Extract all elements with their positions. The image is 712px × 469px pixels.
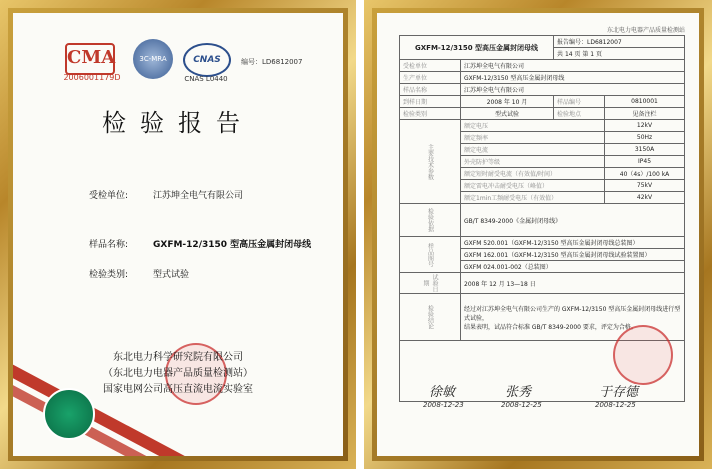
issuer-line: 东北电力科学研究院有限公司 [113,352,243,363]
field-value: GXFM-12/3150 型高压金属封闭母线 [153,240,312,250]
field-label: 检验类别: [89,270,129,280]
param-label: 额定电流 [461,144,605,156]
test-date-label: 试验日期 [400,273,461,294]
row-value: 2008 年 10 月 [461,96,554,108]
param-label: 外壳防护等级 [461,156,605,168]
issuer-line: （东北电力电器产品质量检测站） [103,368,253,379]
params-section-label: 主要技术参数 [400,120,461,204]
param-value: 50Hz [605,132,685,144]
row-label: 到样日期 [400,96,461,108]
report-number: 报告编号：LD6812007 [554,36,685,48]
certificate-number: 编号：LD6812007 [241,58,303,66]
sample-name-field [89,237,311,250]
cma-number: 2006001179D [63,73,121,82]
conclusion-line: 结果表明，试品符合标准 GB/T 8349-2000 要求，评定为合格。 [464,323,637,331]
field-value: 型式试验 [153,270,190,280]
signature-date: 2008-12-25 [501,401,542,409]
state-grid-logo-icon [43,388,95,440]
signature-approve: 徐敏 [429,385,456,400]
drawing-item: GXFM 520.001（GXFM-12/3150 型高压金属封闭母线总装图） [461,237,685,249]
inspection-type-field [89,267,189,280]
field-label: 样品名称: [89,240,129,250]
param-label: 额定短时耐受电流（有效值/时间） [461,168,605,180]
row-label: 生产单位 [400,72,461,84]
conclusion-label: 检验结论 [400,294,461,341]
param-label: 额定1min工频耐受电压（有效值） [461,192,605,204]
row-label: 检验地点 [554,108,605,120]
param-value: 42kV [605,192,685,204]
signature-date: 2008-12-25 [595,401,636,409]
param-label: 额定雷电冲击耐受电压（峰值） [461,180,605,192]
row-value: 型式试验 [461,108,554,120]
red-seal-stamp [613,325,673,385]
standard-label: 检验依据 [400,204,461,237]
signature-inspector: 于存德 [599,385,639,400]
issuer-line: 国家电网公司高压直流电流实验室 [103,384,253,395]
right-report-frame [364,0,712,469]
row-value: GXFM-12/3150 型高压金属封闭母线 [461,72,685,84]
param-value: 75kV [605,180,685,192]
signature-date: 2008-12-23 [423,401,464,409]
cnas-logo: CNAS [183,43,231,77]
product-title: GXFM-12/3150 型高压金属封闭母线 [400,36,554,60]
row-label: 受检单位 [400,60,461,72]
row-label: 样品编号 [554,96,605,108]
drawing-item: GXFM 162.001（GXFM-12/3150 型高压金属封闭母线试验装置图） [461,249,685,261]
param-value: 3150A [605,144,685,156]
conclusion-line: 经过对江苏坤全电气有限公司生产的 GXFM-12/3150 型高压金属封闭母线进行型式试验， [464,305,681,322]
test-date-value: 2008 年 12 月 13—18 日 [461,273,685,294]
field-value: 江苏坤全电气有限公司 [153,191,244,201]
certificate-title: 检验报告 [102,109,254,137]
param-label: 额定电压 [461,120,605,132]
drawings-label: 样品图号 [400,237,461,273]
cmra-logo: 3C-MRA [133,39,173,79]
row-label: 检验类别 [400,108,461,120]
page-count: 共 14 页 第 1 页 [554,48,685,60]
drawing-item: GXFM 024.001-002（总装图） [461,261,685,273]
row-value: 见备注栏 [605,108,685,120]
param-label: 额定频率 [461,132,605,144]
row-value: 0810001 [605,96,685,108]
inspected-unit-field [89,188,243,201]
row-value: 江苏坤全电气有限公司 [461,60,685,72]
report-page [377,13,699,456]
param-value: 12kV [605,120,685,132]
row-value: 江苏坤全电气有限公司 [461,84,685,96]
standard-value: GB/T 8349-2000《金属封闭母线》 [461,204,685,237]
field-label: 受检单位: [89,191,129,201]
report-header-note: 东北电力电器产品质量检测站 [606,27,685,34]
signature-review: 张秀 [505,385,532,400]
cnas-number: CNAS L0440 [184,75,228,83]
param-value: 40（4s）/100 kA [605,168,685,180]
cma-logo: CMA [65,43,115,75]
param-value: IP45 [605,156,685,168]
certificate-cover [13,13,343,456]
row-label: 样品名称 [400,84,461,96]
